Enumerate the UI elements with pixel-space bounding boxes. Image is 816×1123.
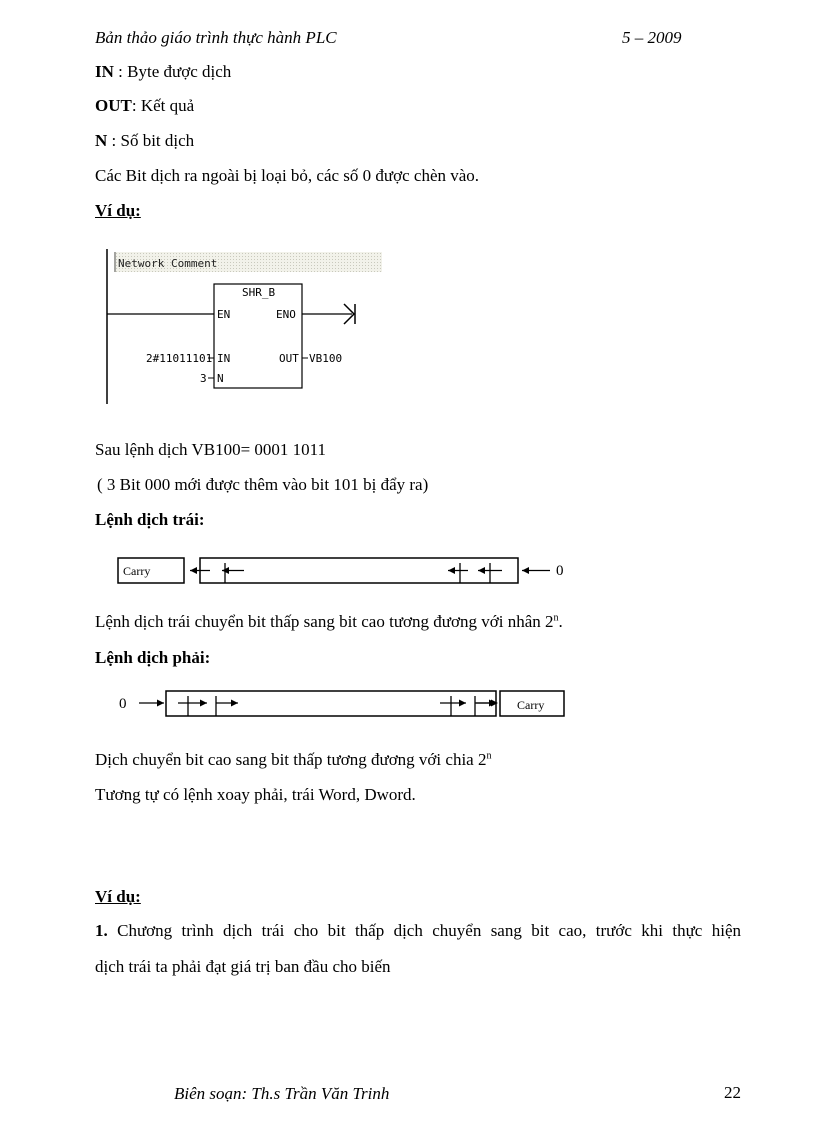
arrow-left-icon <box>522 567 529 574</box>
shr-b-block <box>214 284 302 388</box>
item-text: Chương trình dịch trái cho bit thấp dịch chuyển sang bit cao, trước khi thực hiện <box>107 921 741 940</box>
arrow-left-icon <box>190 567 197 574</box>
shift-right-description-text: Dịch chuyển bit cao sang bit thấp tương đương với chia 2 <box>95 750 487 769</box>
shift-right-diagram <box>112 688 572 724</box>
exponent-n: n <box>486 750 492 762</box>
param-out-name: OUT <box>95 96 132 115</box>
carry-label: Carry <box>517 698 545 712</box>
rotate-note: Tương tự có lệnh xoay phải, trái Word, Dword. <box>95 785 416 804</box>
pin-en: EN <box>217 308 231 321</box>
param-out-desc: : Kết quả <box>131 96 195 115</box>
footer-author: Biên soạn: Th.s Trần Văn Trinh <box>174 1084 390 1103</box>
param-n-desc: : Số bit dịch <box>107 131 195 150</box>
item-number: 1. <box>95 921 108 940</box>
shift-right-heading: Lệnh dịch phải: <box>95 648 211 667</box>
header-title: Bản thảo giáo trình thực hành PLC <box>95 28 337 47</box>
shift-left-description-text: Lệnh dịch trái chuyển bit thấp sang bit cao tương đương với nhân 2 <box>95 612 554 631</box>
register-box <box>200 558 518 583</box>
ladder-diagram <box>104 244 386 408</box>
param-n <box>95 131 194 151</box>
param-n-name: N <box>95 131 108 150</box>
in-value: 2#11011101 <box>146 352 213 365</box>
input-zero: 0 <box>119 696 127 712</box>
input-zero: 0 <box>556 563 564 579</box>
param-in <box>95 62 231 82</box>
pin-out: OUT <box>279 352 299 365</box>
header-date: 5 – 2009 <box>622 28 682 47</box>
note-bits-out: Các Bit dịch ra ngoài bị loại bỏ, các số 0 được chèn vào. <box>95 166 480 185</box>
arrow-right-icon <box>157 700 164 707</box>
network-comment-label: Network Comment <box>118 257 218 270</box>
pin-in: IN <box>217 352 231 365</box>
pin-n: N <box>217 372 224 385</box>
block-name: SHR_B <box>242 286 276 299</box>
out-value: VB100 <box>309 352 343 365</box>
exponent-n: n <box>553 612 559 624</box>
param-out <box>95 96 194 116</box>
example2-item-line1 <box>95 921 741 941</box>
example2-heading: Ví dụ: <box>95 887 141 906</box>
carry-label: Carry <box>123 564 151 578</box>
example1-heading: Ví dụ: <box>95 201 141 220</box>
shift-left-description <box>95 612 563 632</box>
shift-right-description <box>95 750 491 770</box>
pin-eno: ENO <box>276 308 296 321</box>
shift-left-heading: Lệnh dịch trái: <box>95 510 205 529</box>
result-line: Sau lệnh dịch VB100= 0001 1011 <box>95 440 327 459</box>
shift-left-diagram <box>110 552 580 590</box>
example2-item-line2: dịch trái ta phải đạt giá trị ban đầu cho biến <box>95 957 391 976</box>
param-in-name: IN <box>95 62 114 81</box>
period: . <box>558 612 563 631</box>
page-number: 22 <box>724 1083 741 1102</box>
n-value: 3 <box>200 372 207 385</box>
result-note: ( 3 Bit 000 mới được thêm vào bit 101 bị đẩy ra) <box>97 475 429 494</box>
param-in-desc: : Byte được dịch <box>113 62 232 81</box>
